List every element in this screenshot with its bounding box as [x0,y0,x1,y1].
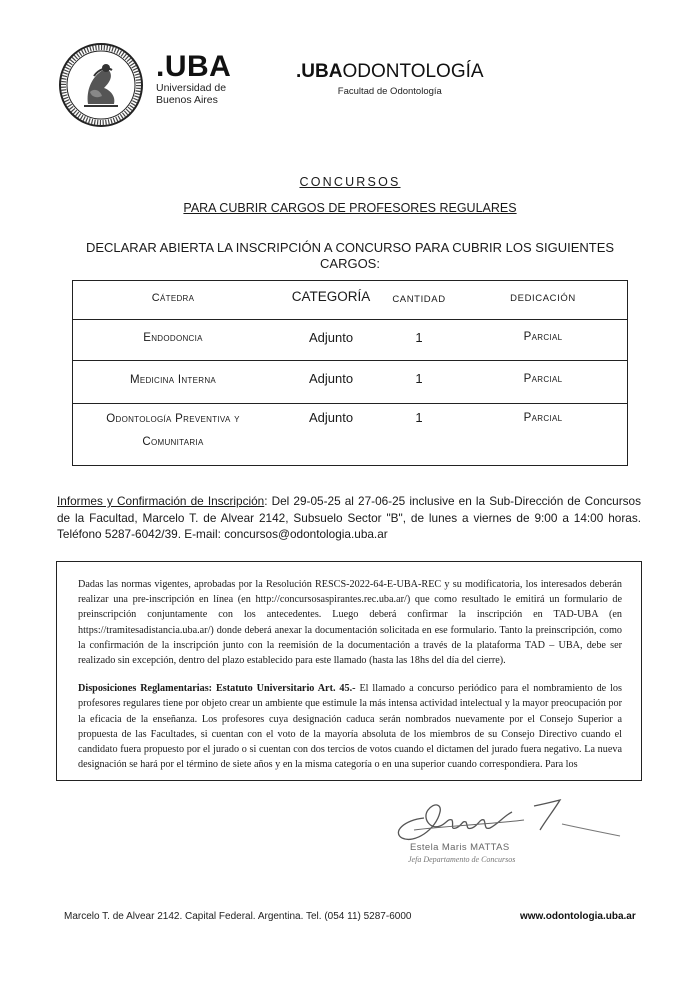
positions-table [72,280,628,466]
table-row [73,361,627,404]
regulations-heading: Disposiciones Reglamentarias: Estatuto Universitario Art. 45.- [78,683,356,695]
document-subtitle: PARA CUBRIR CARGOS DE PROFESORES REGULARES [183,201,517,215]
uba-logo-subtitle-1: Universidad de [156,82,227,94]
row-dedicacion: Parcial [523,412,563,424]
uba-logo-subtitle-2: Buenos Aires [156,94,218,106]
row-dedicacion: Parcial [523,331,563,343]
row-cantidad: 1 [415,410,423,425]
row-categoria: Adjunto [308,371,354,386]
registration-info [57,493,641,543]
odontologia-logo-name: ODONTOLOGÍA [342,61,484,82]
header-cantidad: CANTIDAD [392,294,446,305]
declaration-line-1: DECLARAR ABIERTA LA INSCRIPCIÓN A CONCURSO PARA CUBRIR LOS SIGUIENTES [85,240,615,255]
table-row [73,404,627,466]
odontologia-logo-mark [296,62,484,82]
preinscription-paragraph: Dadas las normas vigentes, aprobadas por la Resolución RESCS-2022-64-E-UBA-REC y su modificatoria, los interesados deberán realizar una pre-inscripción en línea (en http://concursosaspirantes.rec.uba.ar/) que como resultado le emitirá un formulario de preinscripción conjuntamente con los antecedentes. Luego deberá confirmar la inscripción en TAD-UBA (en https://tramitesadistancia.uba.ar/) donde deberá anexar la documentación solicitada en ese formulario. Tanto la preinscripción, como la confirmación de la inscripción junto con la reemisión de la documentación a través de la plataforma TAD – UBA, debe ser realizado sin excepción, dentro del plazo establecido para este llamado (hasta las 18hs del día del cierre). [78,579,622,667]
footer-address: Marcelo T. de Alvear 2142. Capital Federal. Argentina. Tel. (054 11) 5287-6000 [64,911,412,922]
row-catedra-line-2: Comunitaria [142,436,204,448]
table-row [73,320,627,361]
signatory-role: Jefa Departamento de Concursos [408,855,516,864]
registration-info-text: : Del 29-05-25 al 27-06-25 inclusive en la Sub-Dirección de Concursos de la Facultad, Marcelo T. de Alvear 2142, Subsuelo Sector "B", de lunes a viernes de 9:00 a 14:00 horas. Teléfono 5287-6042/39. E-mail: concursos@odontologia.uba.ar [57,494,641,541]
row-catedra: Odontología Preventiva y [106,413,240,425]
university-seal-logo [58,42,144,128]
uba-logo-mark: .UBA [156,50,232,83]
row-dedicacion: Parcial [523,373,563,385]
row-categoria: Adjunto [308,330,354,345]
document-title: CONCURSOS [299,175,401,189]
header-dedicacion: DEDICACIÓN [510,293,576,304]
signatory-name: Estela Maris MATTAS [410,842,510,853]
odontologia-logo [296,62,484,97]
row-categoria: Adjunto [308,410,354,425]
row-catedra: Endodoncia [143,332,203,344]
regulations-text [78,577,622,785]
registration-info-label: Informes y Confirmación de Inscripción [57,494,265,508]
declaration-heading [40,240,660,272]
handwritten-signature [384,790,624,850]
row-cantidad: 1 [415,330,423,345]
row-cantidad: 1 [415,371,423,386]
row-catedra: Medicina Interna [129,374,217,386]
regulations-body: El llamado a concurso periódico para el nombramiento de los profesores regulares tiene por objeto crear un ambiente que estimule la más intensa actividad intelectual y la mayor preocupación por la eficacia de la enseñanza. Los profesores cuya designación caduca serán nombrados nuevamente por el Consejo Superior a propuesta de las Facultades, si cuentan con el voto de la mayoría absoluta de los miembros de su Consejo Directivo cuando el candidato fuera propuesto por el jurado o si cuentan con dos tercios de votos cuando el dictamen del jurado fuera negativo. La nueva designación se hará por el término de siete años y en la misma categoría o en una superior cuando correspondiera. Para los [78,683,622,771]
uba-logo [156,52,231,106]
header-categoria: CATEGORÍA [291,289,371,304]
odontologia-logo-subtitle: Facultad de Odontología [337,86,442,97]
header-catedra: Cátedra [151,292,195,304]
odontologia-logo-uba: .UBA [296,61,343,82]
declaration-line-2: CARGOS: [320,256,380,271]
table-header-row [73,281,627,320]
regulations-paragraph [78,681,622,772]
footer-website-link[interactable]: www.odontologia.uba.ar [520,911,636,922]
